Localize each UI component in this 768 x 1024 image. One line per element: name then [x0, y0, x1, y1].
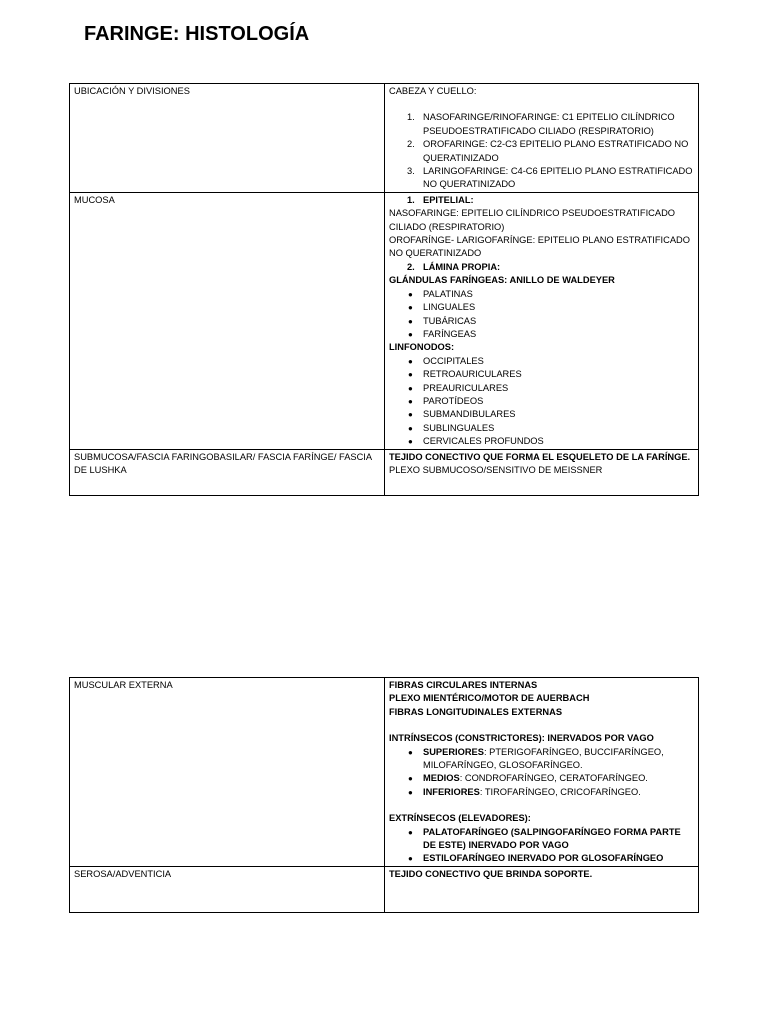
- table-cell-right: [385, 192, 699, 449]
- text-line: PLEXO MIENTÉRICO/MOTOR DE AUERBACH: [389, 693, 590, 704]
- table-cell-left: [70, 192, 385, 449]
- spacer: [389, 98, 694, 111]
- text-line: GLÁNDULAS FARÍNGEAS: ANILLO DE WALDEYER: [389, 275, 615, 286]
- list-item: ● LINGUALES: [389, 301, 694, 314]
- row-label: MUSCULAR EXTERNA: [74, 680, 173, 690]
- row-label: SUBMUCOSA/FASCIA FARINGOBASILAR/ FASCIA FARÍNGE/ FASCIA DE LUSHKA: [74, 451, 372, 475]
- row-label: UBICACIÓN Y DIVISIONES: [74, 86, 190, 96]
- text-line: FIBRAS CIRCULARES INTERNAS: [389, 680, 538, 690]
- list-item: 1. NASOFARINGE/RINOFARINGE: C1 EPITELIO CILÍNDRICO PSEUDOESTRATIFICADO CILIADO (RESPIRATORIO): [407, 112, 675, 136]
- bullet-icon: ●: [408, 423, 413, 433]
- list-item: ● PALATINAS: [389, 288, 694, 301]
- table-cell-left: [70, 84, 385, 193]
- list-item: ● PAROTÍDEOS: [389, 395, 694, 408]
- table-cell-left: [70, 449, 385, 495]
- bullet-icon: ●: [408, 356, 413, 366]
- text-line: OROFARÍNGE- LARIGOFARÍNGE: EPITELIO PLANO ESTRATIFICADO NO QUERATINIZADO: [389, 235, 690, 259]
- list-item: 3. LARINGOFARINGE: C4-C6 EPITELIO PLANO ESTRATIFICADO NO QUERATINIZADO: [407, 166, 693, 190]
- histology-table-1: [69, 83, 699, 496]
- bullet-icon: ●: [408, 316, 413, 326]
- text-line: PLEXO SUBMUCOSO/SENSITIVO DE MEISSNER: [389, 464, 603, 475]
- histology-table-2: [69, 677, 699, 913]
- bullet-icon: ●: [408, 370, 413, 380]
- row-label: SEROSA/ADVENTICIA: [74, 868, 172, 879]
- text-line: LINFONODOS:: [389, 342, 455, 353]
- list-item: ● PALATOFARÍNGEO (SALPINGOFARÍNGEO FORMA PARTE DE ESTE) INERVADO POR VAGO: [408, 826, 681, 851]
- bullet-icon: ●: [408, 437, 413, 447]
- list-item: ● SUBMANDIBULARES: [389, 408, 694, 421]
- list-item: ● TUBÁRICAS: [389, 315, 694, 328]
- bullet-icon: ●: [408, 303, 413, 313]
- list-item: ● OCCIPITALES: [389, 355, 694, 368]
- table-row: [70, 192, 699, 449]
- list-item: ● MEDIOS: CONDROFARÍNGEO, CERATOFARÍNGEO.: [389, 772, 694, 785]
- text-line: TEJIDO CONECTIVO QUE FORMA EL ESQUELETO DE LA FARÍNGE.: [389, 451, 691, 462]
- bullet-icon: ●: [408, 774, 413, 784]
- list-item: ● RETROAURICULARES: [389, 368, 694, 381]
- text-line: EXTRÍNSECOS (ELEVADORES):: [389, 813, 531, 824]
- bullet-icon: ●: [408, 854, 413, 864]
- table-row: [70, 678, 699, 867]
- table-cell-left: [70, 866, 385, 912]
- table-cell-right: [385, 449, 699, 495]
- table-cell-right: [385, 84, 699, 193]
- table-row: [70, 449, 699, 495]
- row-label: MUCOSA: [74, 194, 115, 205]
- list-item: ● CERVICALES PROFUNDOS: [389, 435, 694, 448]
- list-item: ● SUPERIORES: PTERIGOFARÍNGEO, BUCCIFARÍNGEO, MILOFARÍNGEO, GLOSOFARÍNGEO.: [408, 746, 664, 771]
- bullet-icon: ●: [408, 827, 413, 837]
- spacer: [389, 719, 694, 732]
- table-cell-right: [385, 866, 699, 912]
- bullet-icon: ●: [408, 787, 413, 797]
- bullet-icon: ●: [408, 329, 413, 339]
- bullet-icon: ●: [408, 396, 413, 406]
- spacer: [389, 799, 694, 812]
- list-item: ● FARÍNGEAS: [389, 328, 694, 341]
- text-line: TEJIDO CONECTIVO QUE BRINDA SOPORTE.: [389, 868, 593, 879]
- list-item: 2. LÁMINA PROPIA:: [407, 261, 501, 272]
- text-line: INTRÍNSECOS (CONSTRICTORES): INERVADOS POR VAGO: [389, 733, 654, 744]
- list-item: ● PREAURICULARES: [389, 382, 694, 395]
- list-item: ● SUBLINGUALES: [389, 422, 694, 435]
- bullet-icon: ●: [408, 747, 413, 757]
- text-line: FIBRAS LONGITUDINALES EXTERNAS: [389, 706, 563, 717]
- bullet-icon: ●: [408, 410, 413, 420]
- text-line: NASOFARINGE: EPITELIO CILÍNDRICO PSEUDOESTRATIFICADO CILIADO (RESPIRATORIO): [389, 208, 676, 232]
- cell-heading: CABEZA Y CUELLO:: [389, 86, 477, 96]
- table-row: [70, 866, 699, 912]
- page-title: FARINGE: HISTOLOGÍA: [84, 23, 310, 45]
- bullet-icon: ●: [408, 383, 413, 393]
- list-item: ● ESTILOFARÍNGEO INERVADO POR GLOSOFARÍNGEO: [389, 852, 694, 865]
- table-row: [70, 84, 699, 193]
- bullet-icon: ●: [408, 289, 413, 299]
- table-cell-left: [70, 678, 385, 867]
- list-item: ● INFERIORES: TIROFARÍNGEO, CRICOFARÍNGEO.: [389, 786, 694, 799]
- list-item: 1. EPITELIAL:: [407, 194, 474, 205]
- table-cell-right: [385, 678, 699, 867]
- list-item: 2. OROFARINGE: C2-C3 EPITELIO PLANO ESTRATIFICADO NO QUERATINIZADO: [407, 139, 689, 163]
